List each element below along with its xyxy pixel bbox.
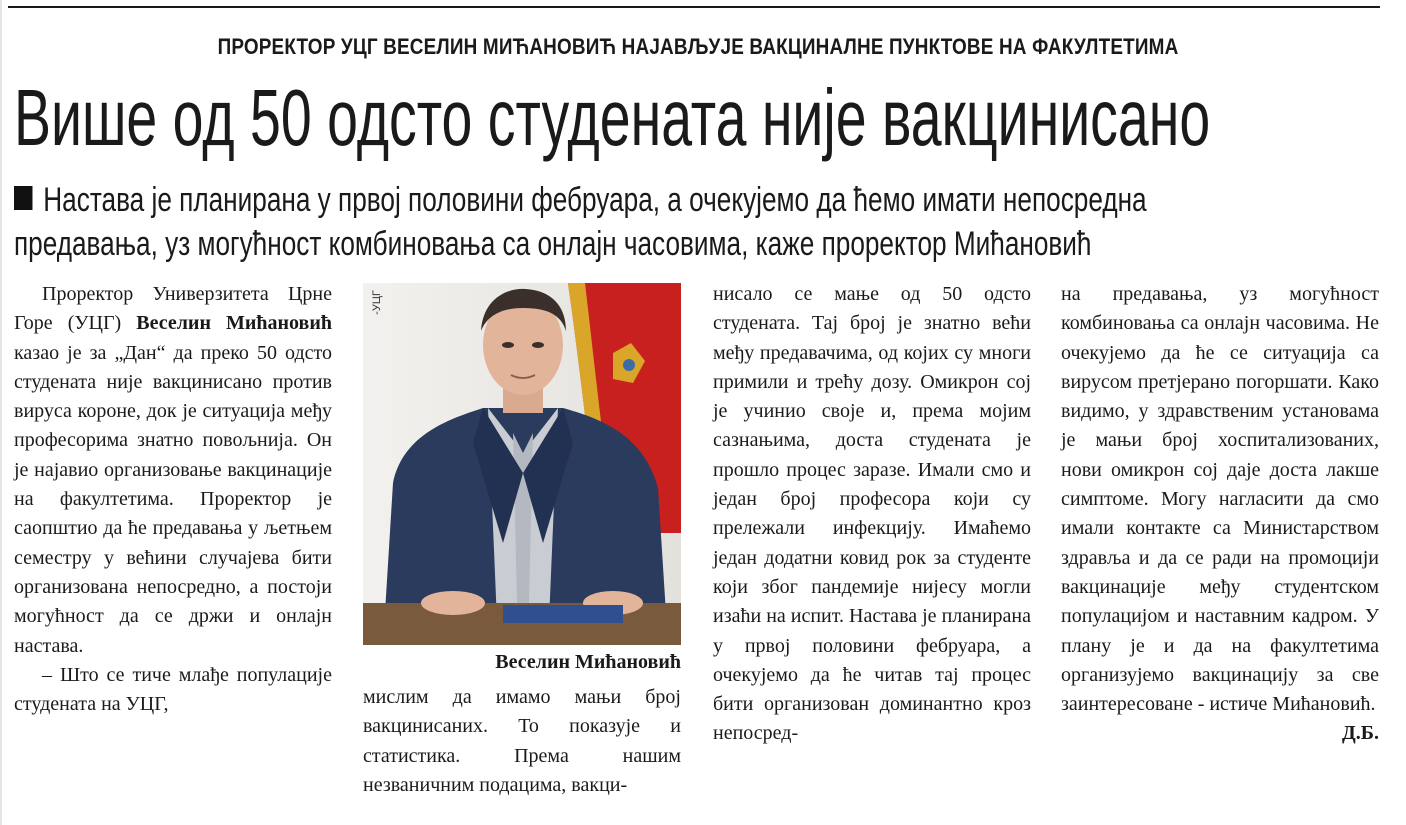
column-3 bbox=[713, 280, 1031, 749]
portrait-illustration bbox=[363, 283, 681, 645]
portrait-photo bbox=[363, 283, 681, 645]
photo-caption: Веселин Мићановић bbox=[495, 651, 681, 673]
page-edge bbox=[0, 0, 2, 825]
paragraph-1-intro: Проректор Универзитета Црне Горе (УЦГ) bbox=[14, 283, 332, 335]
author-signature: Д.Б. bbox=[1342, 722, 1379, 745]
lead bbox=[14, 178, 1382, 266]
person-name: Веселин Мићановић bbox=[136, 312, 332, 335]
paragraph-2-continued-2: нисало се мање од 50 одсто студената. Тај број је знатно већи међу предавачима, од којих су многи примили и трећу дозу. Омикрон сој је учинио своје и, према мојим сазнањима, доста студената је прошло процес заразе. Имали смо и један број професора који су прележали инфекцију. Имаћемо један додатни ковид рок за студенте који због пандемије нијесу могли изаћи на испит. Настава је планирана у првој половини фебруара, а очекујемо да ће читав тај процес бити организован доминантно кроз непосред- bbox=[713, 283, 1031, 745]
paragraph-2-start: – Што се тиче млађе популације студената на УЦГ, bbox=[14, 663, 332, 716]
paragraph-1 bbox=[14, 280, 332, 661]
square-bullet-icon bbox=[14, 186, 32, 210]
paragraph-2-end bbox=[1061, 280, 1379, 745]
column-1 bbox=[14, 280, 332, 719]
photo-credit: -УЦГ bbox=[371, 290, 383, 315]
paragraph-1-rest: казао је за „Дан“ да преко 50 одсто студената није вакцинисано против вируса короне, док је ситуација међу професорима знатно повољнија. Он је најавио организовање вакцинације на факултетима. Проректор је саопштио да ће предавања у љетњем семестру у већини случајева бити организована непосредно, а постоји могућност да се држи и онлајн настава. bbox=[14, 341, 332, 657]
lead-line-2: предавања, уз могућност комбиновања са онлајн часовима, каже проректор Мићановић bbox=[14, 225, 1092, 263]
column-4 bbox=[1061, 280, 1379, 749]
headline: Више од 50 одсто студената није вакцинисано bbox=[14, 73, 1211, 162]
lead-line-1 bbox=[14, 178, 1147, 222]
paragraph-2-end-text: на предавања, уз могућност комбиновања са онлајн часовима. Не очекујемо да ће се ситуација са вирусом претјерано погоршати. Како видимо, у здравственим установама је мањи број хоспитализованих, нови омикрон сој даје доста лакше симптоме. Могу нагласити да смо имали контакте са Министарством здравља и да се ради на промоцији вакцинације међу студентском популацијом и наставним кадром. У плану је и да на факултетима организујемо вакцинацију за све заинтересоване - истиче Мићановић. bbox=[1061, 283, 1379, 716]
lead-text-1: Настава је планирана у првој половини фебруара, а очекујемо да ћемо имати непосредна bbox=[43, 181, 1147, 219]
top-rule bbox=[8, 6, 1380, 8]
paragraph-2-continued: мислим да имамо мањи број вакцинисаних. То показује и статистика. Према нашим незваничним подацима, вакци- bbox=[363, 686, 681, 796]
kicker: ПРОРЕКТОР УЦГ ВЕСЕЛИН МИЋАНОВИЋ НАЈАВЉУЈЕ ВАКЦИНАЛНЕ ПУНКТОВЕ НА ФАКУЛТЕТИМА bbox=[217, 34, 1179, 59]
column-2 bbox=[363, 683, 681, 800]
